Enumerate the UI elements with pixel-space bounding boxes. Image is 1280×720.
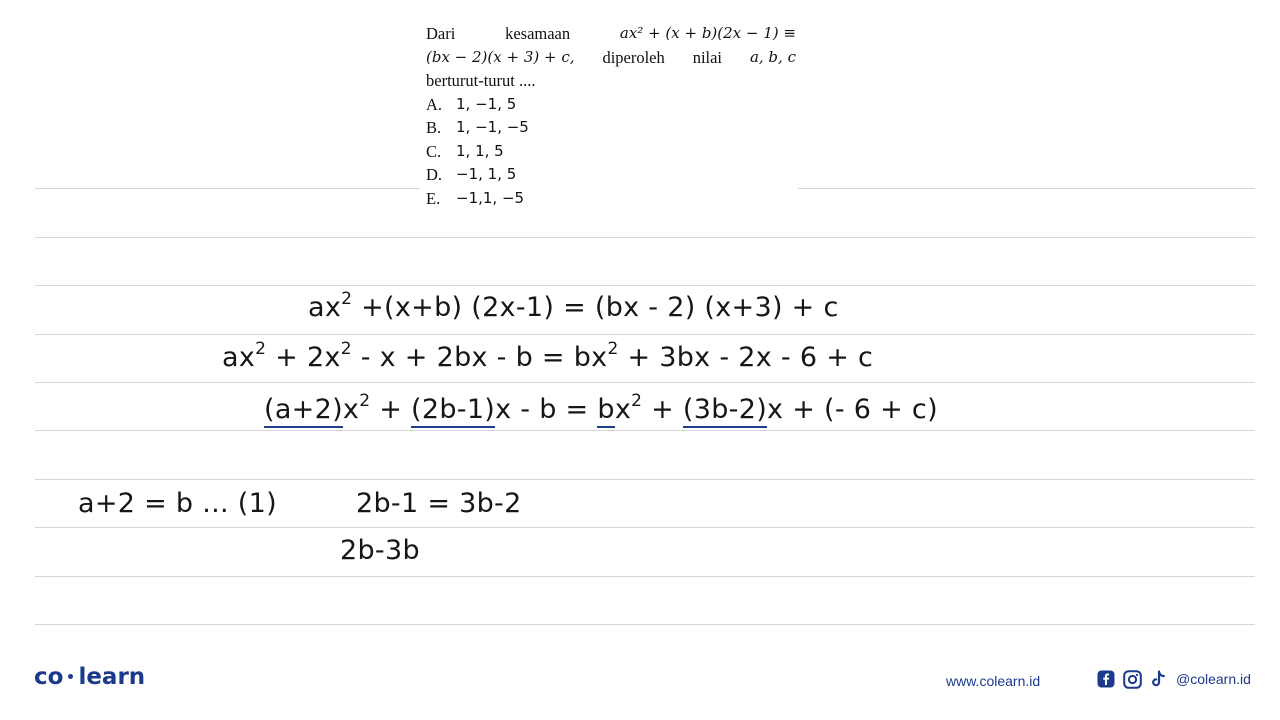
equation-2: 2b-1 = 3b-2 <box>356 488 522 519</box>
logo-text: learn <box>78 664 146 690</box>
social-links <box>1096 669 1251 689</box>
question-word: Dari <box>426 24 456 43</box>
work-step-3 <box>264 391 938 428</box>
logo-dot <box>68 674 73 679</box>
work-term: x - b = <box>495 394 598 425</box>
option-value: −1, 1, 5 <box>456 165 517 183</box>
facebook-icon[interactable] <box>1096 669 1116 689</box>
option-c <box>426 140 796 164</box>
equation-1: a+2 = b ... (1) <box>78 488 277 519</box>
work-exponent: 2 <box>631 391 643 411</box>
ruled-line <box>35 334 1255 335</box>
question-word: kesamaan <box>505 24 571 43</box>
work-step-1 <box>308 289 839 323</box>
question-line-2 <box>426 46 796 70</box>
ruled-line <box>35 430 1255 431</box>
equation-3: 2b-3b <box>340 535 420 566</box>
work-step-2 <box>222 339 874 373</box>
tiktok-icon[interactable] <box>1148 669 1168 689</box>
underlined-coefficient: (a+2) <box>264 396 343 428</box>
ruled-line <box>35 479 1255 480</box>
option-letter: E. <box>426 188 441 208</box>
question-line-3 <box>426 69 796 93</box>
work-exponent: 2 <box>607 339 619 359</box>
work-term: + <box>370 394 412 425</box>
ruled-line <box>35 188 420 189</box>
question-expression: (bx − 2)(x + 3) + c, <box>426 47 575 66</box>
underlined-coefficient: (3b-2) <box>683 396 767 428</box>
ruled-line <box>35 527 1255 528</box>
option-b <box>426 116 796 140</box>
work-term: +(x+b) (2x-1) = (bx - 2) (x+3) + c <box>352 292 839 323</box>
question-line-1 <box>426 22 796 46</box>
social-handle[interactable]: @colearn.id <box>1176 671 1251 687</box>
question-word: nilai <box>692 47 723 67</box>
work-exponent: 2 <box>340 339 352 359</box>
option-letter: B. <box>426 118 442 137</box>
work-term: x <box>614 394 632 425</box>
underlined-coefficient: b <box>597 396 614 428</box>
instagram-icon[interactable] <box>1122 669 1142 689</box>
work-exponent: 2 <box>255 339 267 359</box>
option-value: 1, 1, 5 <box>456 141 504 160</box>
option-value: 1, −1, −5 <box>456 118 529 136</box>
question-word: berturut-turut .... <box>426 71 536 90</box>
work-term: + <box>642 394 683 425</box>
question-expression: ax² + (x + b)(2x − 1) ≡ <box>619 24 796 42</box>
ruled-line <box>35 624 1255 625</box>
work-term: + 2x <box>266 342 341 373</box>
option-d <box>426 163 796 187</box>
work-term: ax <box>222 342 256 373</box>
work-term: x + (- 6 + c) <box>767 394 938 425</box>
option-value: −1,1, −5 <box>456 188 525 207</box>
option-a <box>426 93 796 117</box>
work-term: x <box>342 394 360 425</box>
option-letter: D. <box>426 165 443 184</box>
work-exponent: 2 <box>359 391 371 411</box>
website-link[interactable]: www.colearn.id <box>946 673 1041 689</box>
ruled-line <box>35 576 1255 577</box>
option-letter: A. <box>426 94 443 114</box>
question-block <box>426 22 796 210</box>
ruled-line <box>35 285 1255 286</box>
colearn-logo <box>34 664 145 690</box>
logo-text: co <box>34 664 64 690</box>
ruled-line <box>798 188 1255 189</box>
work-exponent: 2 <box>341 289 353 309</box>
underlined-coefficient: (2b-1) <box>411 396 495 428</box>
ruled-line <box>35 237 1255 238</box>
option-value: 1, −1, 5 <box>456 94 517 113</box>
work-term: + 3bx - 2x - 6 + c <box>618 342 874 373</box>
question-word: diperoleh <box>602 47 665 67</box>
option-letter: C. <box>426 141 442 161</box>
work-term: ax <box>308 292 342 323</box>
option-e <box>426 187 796 211</box>
question-variables: a, b, c <box>749 47 796 66</box>
work-term: - x + 2bx - b = bx <box>351 342 608 373</box>
ruled-line <box>35 382 1255 383</box>
